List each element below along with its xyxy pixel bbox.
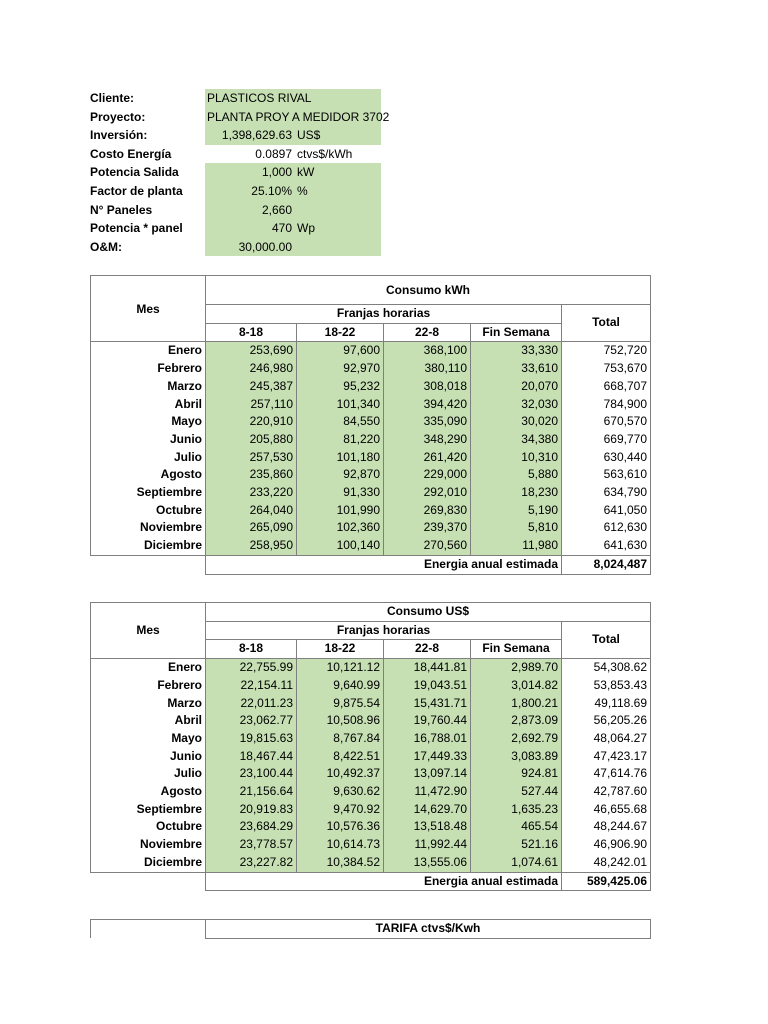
value-cell: 17,449.33: [384, 748, 471, 766]
value-cell: 92,870: [297, 466, 384, 484]
info-row-cliente: [90, 89, 390, 108]
footer-label: Energia anual estimada: [206, 555, 562, 574]
total-cell: 46,906.90: [562, 836, 651, 854]
value-cell: 8,422.51: [297, 748, 384, 766]
value-cell: 10,508.96: [297, 712, 384, 730]
value-cell: 257,110: [206, 396, 297, 414]
value-cell: 13,518.48: [384, 818, 471, 836]
factor-value: 25.10%: [251, 183, 292, 198]
month-label: Agosto: [91, 466, 206, 484]
info-row-proyecto: [90, 108, 390, 127]
value-cell: 101,990: [297, 502, 384, 520]
proyecto-value: PLANTA PROY A MEDIDOR 3702: [207, 109, 390, 124]
value-cell: 13,097.14: [384, 765, 471, 783]
table-row: [91, 677, 651, 695]
value-cell: 220,910: [206, 413, 297, 431]
table-row: [91, 466, 651, 484]
value-cell: 13,555.06: [384, 854, 471, 872]
table-row: [91, 730, 651, 748]
month-label: Julio: [91, 449, 206, 467]
total-cell: 47,614.76: [562, 765, 651, 783]
cliente-value: PLASTICOS RIVAL: [207, 91, 312, 105]
value-cell: 394,420: [384, 396, 471, 414]
value-cell: 30,020: [471, 413, 562, 431]
value-cell: 308,018: [384, 378, 471, 396]
month-label: Febrero: [91, 677, 206, 695]
month-label: Septiembre: [91, 484, 206, 502]
value-cell: 95,232: [297, 378, 384, 396]
value-cell: 3,014.82: [471, 677, 562, 695]
value-cell: 3,083.89: [471, 748, 562, 766]
value-cell: 1,074.61: [471, 854, 562, 872]
column-header: Fin Semana: [471, 640, 562, 659]
month-label: Noviembre: [91, 836, 206, 854]
info-row-paneles: [90, 201, 390, 220]
value-cell: 10,310: [471, 449, 562, 467]
value-cell: 16,788.01: [384, 730, 471, 748]
value-cell: 18,230: [471, 484, 562, 502]
table-row: [91, 360, 651, 378]
costo-unit: ctvs$/kWh: [297, 146, 353, 161]
table-row: [91, 431, 651, 449]
column-header: 8-18: [206, 323, 297, 342]
value-cell: 21,156.64: [206, 783, 297, 801]
tarifa-title: TARIFA ctvs$/Kwh: [206, 920, 651, 939]
footer-total: 589,425.06: [562, 872, 651, 891]
value-cell: 101,180: [297, 449, 384, 467]
total-cell: 641,630: [562, 537, 651, 555]
value-cell: 100,140: [297, 537, 384, 555]
value-cell: 11,472.90: [384, 783, 471, 801]
table-row: [91, 659, 651, 677]
inversion-unit: US$: [297, 128, 321, 143]
total-cell: 668,707: [562, 378, 651, 396]
month-label: Febrero: [91, 360, 206, 378]
value-cell: 33,610: [471, 360, 562, 378]
month-label: Mayo: [91, 413, 206, 431]
value-cell: 2,873.09: [471, 712, 562, 730]
paneles-label: N° Paneles: [90, 202, 153, 217]
factor-unit: %: [297, 183, 308, 198]
value-cell: 265,090: [206, 519, 297, 537]
paneles-value: 2,660: [261, 202, 292, 217]
total-cell: 56,205.26: [562, 712, 651, 730]
value-cell: 9,630.62: [297, 783, 384, 801]
value-cell: 23,778.57: [206, 836, 297, 854]
value-cell: 11,992.44: [384, 836, 471, 854]
om-value: 30,000.00: [238, 239, 292, 254]
value-cell: 9,640.99: [297, 677, 384, 695]
panel-value: 470: [271, 221, 292, 236]
total-header: Total: [562, 621, 651, 658]
value-cell: 239,370: [384, 519, 471, 537]
inversion-value: 1,398,629.63: [221, 128, 292, 143]
value-cell: 235,860: [206, 466, 297, 484]
value-cell: 20,070: [471, 378, 562, 396]
value-cell: 19,043.51: [384, 677, 471, 695]
value-cell: 84,550: [297, 413, 384, 431]
value-cell: 10,492.37: [297, 765, 384, 783]
value-cell: 92,970: [297, 360, 384, 378]
potencia-label: Potencia Salida: [90, 165, 179, 180]
total-cell: 48,242.01: [562, 854, 651, 872]
table-row: [91, 342, 651, 360]
value-cell: 924.81: [471, 765, 562, 783]
table-body: [91, 342, 651, 555]
info-row-factor: [90, 182, 390, 201]
tarifa-table: [90, 919, 651, 939]
cliente-label: Cliente:: [90, 91, 135, 105]
value-cell: 22,154.11: [206, 677, 297, 695]
info-row-costo: [90, 145, 390, 164]
value-cell: 19,815.63: [206, 730, 297, 748]
info-row-inversion: [90, 126, 390, 145]
value-cell: 5,190: [471, 502, 562, 520]
table-row: [91, 801, 651, 819]
franjas-header: Franjas horarias: [206, 621, 562, 640]
value-cell: 521.16: [471, 836, 562, 854]
total-header: Total: [562, 305, 651, 342]
value-cell: 34,380: [471, 431, 562, 449]
table-row: [91, 484, 651, 502]
value-cell: 229,000: [384, 466, 471, 484]
inversion-label: Inversión:: [90, 128, 148, 143]
potencia-unit: kW: [297, 165, 315, 180]
factor-label: Factor de planta: [90, 183, 183, 198]
total-cell: 752,720: [562, 342, 651, 360]
column-header: 22-8: [384, 323, 471, 342]
value-cell: 18,467.44: [206, 748, 297, 766]
total-cell: 670,570: [562, 413, 651, 431]
table-row: [91, 712, 651, 730]
table-row: [91, 396, 651, 414]
total-cell: 49,118.69: [562, 695, 651, 713]
total-cell: 53,853.43: [562, 677, 651, 695]
table-row: [91, 854, 651, 872]
month-label: Agosto: [91, 783, 206, 801]
table-row: [91, 748, 651, 766]
total-cell: 612,630: [562, 519, 651, 537]
value-cell: 11,980: [471, 537, 562, 555]
mes-header: Mes: [91, 603, 206, 659]
month-label: Septiembre: [91, 801, 206, 819]
costo-value: 0.0897: [255, 146, 292, 161]
month-label: Julio: [91, 765, 206, 783]
value-cell: 8,767.84: [297, 730, 384, 748]
table-row: [91, 783, 651, 801]
column-header: 18-22: [297, 323, 384, 342]
value-cell: 258,950: [206, 537, 297, 555]
value-cell: 205,880: [206, 431, 297, 449]
total-cell: 42,787.60: [562, 783, 651, 801]
table-title: Consumo kWh: [206, 276, 651, 305]
table-body: [91, 659, 651, 872]
value-cell: 18,441.81: [384, 659, 471, 677]
month-label: Noviembre: [91, 519, 206, 537]
month-label: Marzo: [91, 695, 206, 713]
total-cell: 753,670: [562, 360, 651, 378]
column-header: 8-18: [206, 640, 297, 659]
info-row-panel: [90, 219, 390, 238]
month-label: Octubre: [91, 502, 206, 520]
table-row: [91, 695, 651, 713]
value-cell: 32,030: [471, 396, 562, 414]
month-label: Enero: [91, 342, 206, 360]
footer-label: Energia anual estimada: [206, 872, 562, 891]
total-cell: 54,308.62: [562, 659, 651, 677]
total-cell: 641,050: [562, 502, 651, 520]
table-row: [91, 413, 651, 431]
tarifa-mes-cell: [91, 920, 206, 939]
total-cell: 634,790: [562, 484, 651, 502]
month-label: Diciembre: [91, 854, 206, 872]
value-cell: 368,100: [384, 342, 471, 360]
value-cell: 1,635.23: [471, 801, 562, 819]
month-label: Marzo: [91, 378, 206, 396]
value-cell: 15,431.71: [384, 695, 471, 713]
value-cell: 10,121.12: [297, 659, 384, 677]
month-label: Junio: [91, 748, 206, 766]
column-header: 22-8: [384, 640, 471, 659]
value-cell: 527.44: [471, 783, 562, 801]
proyecto-label: Proyecto:: [90, 109, 146, 124]
value-cell: 5,810: [471, 519, 562, 537]
value-cell: 101,340: [297, 396, 384, 414]
month-label: Diciembre: [91, 537, 206, 555]
value-cell: 19,760.44: [384, 712, 471, 730]
table-title: Consumo US$: [206, 603, 651, 622]
total-cell: 563,610: [562, 466, 651, 484]
table-row: [91, 537, 651, 555]
value-cell: 2,989.70: [471, 659, 562, 677]
value-cell: 269,830: [384, 502, 471, 520]
value-cell: 23,227.82: [206, 854, 297, 872]
table-row: [91, 519, 651, 537]
panel-label: Potencia * panel: [90, 221, 183, 236]
table-row: [91, 378, 651, 396]
value-cell: 102,360: [297, 519, 384, 537]
value-cell: 9,470.92: [297, 801, 384, 819]
month-label: Junio: [91, 431, 206, 449]
value-cell: 270,560: [384, 537, 471, 555]
value-cell: 348,290: [384, 431, 471, 449]
value-cell: 261,420: [384, 449, 471, 467]
total-cell: 46,655.68: [562, 801, 651, 819]
project-info: [90, 89, 390, 256]
table-row: [91, 502, 651, 520]
value-cell: 5,880: [471, 466, 562, 484]
mes-header: Mes: [91, 276, 206, 342]
value-cell: 245,387: [206, 378, 297, 396]
value-cell: 33,330: [471, 342, 562, 360]
value-cell: 9,875.54: [297, 695, 384, 713]
footer-total: 8,024,487: [562, 555, 651, 574]
month-label: Mayo: [91, 730, 206, 748]
month-label: Enero: [91, 659, 206, 677]
table-row: [91, 765, 651, 783]
value-cell: 10,576.36: [297, 818, 384, 836]
panel-unit: Wp: [297, 221, 315, 236]
consumo-usd-table: [90, 602, 651, 891]
info-row-om: [90, 238, 390, 257]
total-cell: 669,770: [562, 431, 651, 449]
value-cell: 22,755.99: [206, 659, 297, 677]
table-row: [91, 818, 651, 836]
value-cell: 380,110: [384, 360, 471, 378]
table-row: [91, 836, 651, 854]
value-cell: 1,800.21: [471, 695, 562, 713]
month-label: Abril: [91, 712, 206, 730]
value-cell: 23,062.77: [206, 712, 297, 730]
month-label: Octubre: [91, 818, 206, 836]
value-cell: 264,040: [206, 502, 297, 520]
total-cell: 630,440: [562, 449, 651, 467]
potencia-value: 1,000: [261, 165, 292, 180]
om-label: O&M:: [90, 239, 122, 254]
value-cell: 335,090: [384, 413, 471, 431]
value-cell: 10,384.52: [297, 854, 384, 872]
total-cell: 48,064.27: [562, 730, 651, 748]
value-cell: 23,684.29: [206, 818, 297, 836]
value-cell: 91,330: [297, 484, 384, 502]
value-cell: 292,010: [384, 484, 471, 502]
value-cell: 81,220: [297, 431, 384, 449]
value-cell: 14,629.70: [384, 801, 471, 819]
value-cell: 23,100.44: [206, 765, 297, 783]
value-cell: 233,220: [206, 484, 297, 502]
value-cell: 22,011.23: [206, 695, 297, 713]
value-cell: 97,600: [297, 342, 384, 360]
value-cell: 246,980: [206, 360, 297, 378]
value-cell: 253,690: [206, 342, 297, 360]
total-cell: 48,244.67: [562, 818, 651, 836]
value-cell: 2,692.79: [471, 730, 562, 748]
value-cell: 10,614.73: [297, 836, 384, 854]
value-cell: 257,530: [206, 449, 297, 467]
consumo-kwh-table: [90, 275, 651, 575]
column-header: 18-22: [297, 640, 384, 659]
total-cell: 784,900: [562, 396, 651, 414]
column-header: Fin Semana: [471, 323, 562, 342]
franjas-header: Franjas horarias: [206, 305, 562, 324]
value-cell: 465.54: [471, 818, 562, 836]
month-label: Abril: [91, 396, 206, 414]
info-row-potencia: [90, 163, 390, 182]
costo-label: Costo Energía: [90, 146, 172, 161]
total-cell: 47,423.17: [562, 748, 651, 766]
table-row: [91, 449, 651, 467]
value-cell: 20,919.83: [206, 801, 297, 819]
